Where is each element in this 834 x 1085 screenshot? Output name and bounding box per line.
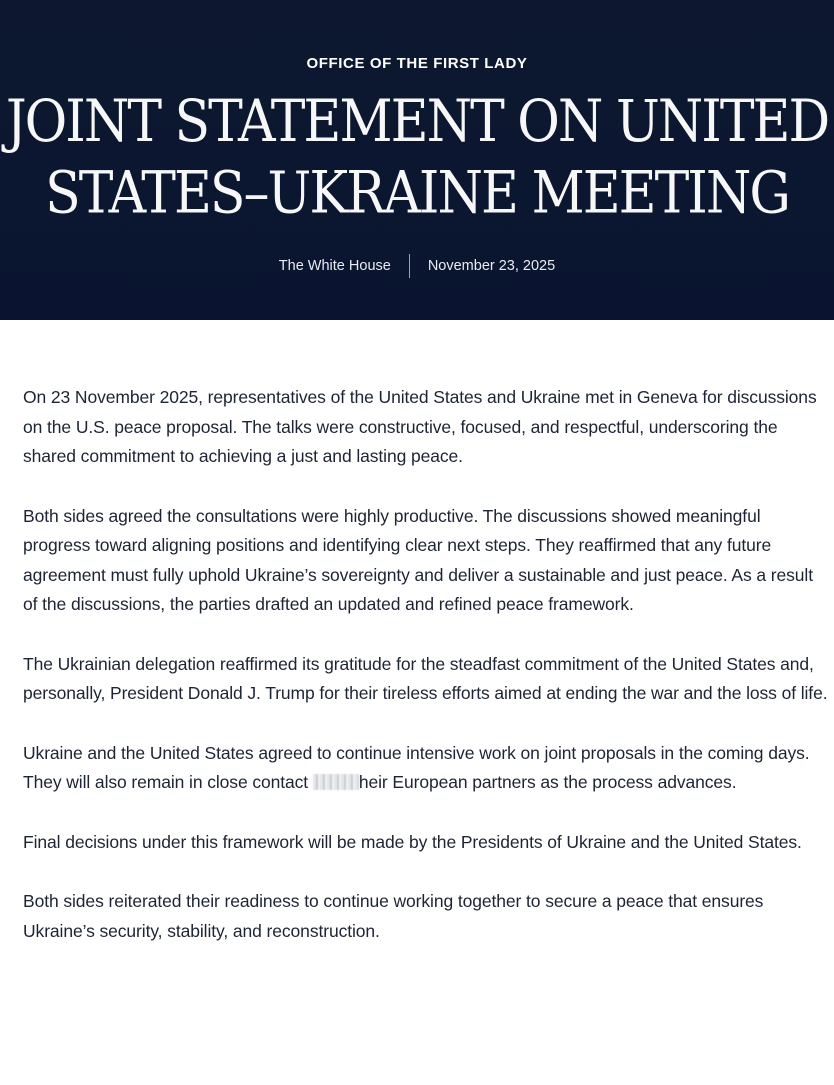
byline <box>0 254 834 278</box>
paragraph-5: Final decisions under this framework will be made by the Presidents of Ukraine and the United States. <box>23 831 802 852</box>
byline-divider <box>409 254 410 278</box>
paragraph-6: Both sides reiterated their readiness to continue working together to secure a peace that ensures Ukraine’s security, stability, and reconstruction. <box>23 891 764 941</box>
page-title-line-1: JOINT STATEMENT ON UNITED <box>5 88 829 156</box>
hero-banner <box>0 0 834 320</box>
office-kicker[interactable]: OFFICE OF THE FIRST LADY <box>306 55 528 72</box>
publish-date: November 23, 2025 <box>427 258 556 274</box>
paragraph-2: Both sides agreed the consultations were highly productive. The discussions showed meaningful progress toward aligning positions and identifying clear next steps. They reaffirmed that any future agreement must fully uphold Ukraine’s sovereignty and deliver a sustainable and just peace. As a result of the discussions, the parties drafted an updated and refined peace framework. <box>23 505 813 614</box>
page-title-line-2: STATES–UKRAINE MEETING <box>45 159 789 228</box>
page-title <box>0 86 834 229</box>
paragraph-4-text-b: heir European partners as the process advances. <box>358 772 737 792</box>
paragraph-4 <box>23 739 831 798</box>
article-body <box>23 383 831 976</box>
author: The White House <box>278 258 391 274</box>
paragraph-4-text-a: Ukraine and the United States agreed to continue intensive work on joint proposals in the coming days. They will also remain in close contact <box>23 742 810 792</box>
redacted-text <box>313 774 359 790</box>
paragraph-1: On 23 November 2025, representatives of the United States and Ukraine met in Geneva for discussions on the U.S. peace proposal. The talks were constructive, focused, and respectful, underscoring the shared commitment to achieving a just and lasting peace. <box>23 387 817 466</box>
paragraph-3: The Ukrainian delegation reaffirmed its gratitude for the steadfast commitment of the United States and, personally, President Donald J. Trump for their tireless efforts aimed at ending the war and the loss of life. <box>23 653 828 703</box>
